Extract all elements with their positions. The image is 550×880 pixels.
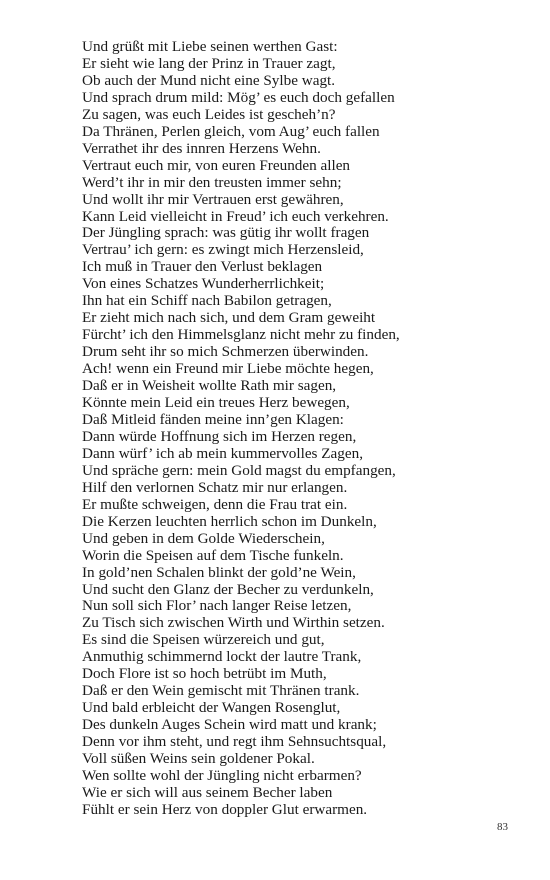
poem-line: Und sprach drum mild: Mög’ es euch doch gefallen	[82, 88, 395, 106]
poem-line: Anmuthig schimmernd lockt der lautre Trank,	[82, 648, 362, 666]
poem-line: Worin die Speisen auf dem Tische funkeln.	[82, 546, 344, 564]
poem-line: Der Jüngling sprach: was gütig ihr wollt fragen	[82, 224, 370, 242]
poem-line: Er mußte schweigen, denn die Frau trat ein.	[82, 495, 348, 513]
poem-line: Werd’t ihr in mir den treusten immer sehn;	[82, 173, 342, 191]
poem-line: Doch Flore ist so hoch betrübt im Muth,	[82, 665, 327, 683]
poem-line: Und grüßt mit Liebe seinen werthen Gast:	[82, 38, 338, 55]
poem-line: Verrathet ihr des innren Herzens Wehn.	[82, 139, 321, 157]
poem-line: Drum seht ihr so mich Schmerzen überwinden.	[82, 343, 369, 361]
poem-line: Von eines Schatzes Wunderherrlichkeit;	[82, 275, 325, 293]
poem-line: Er zieht mich nach sich, und dem Gram geweiht	[82, 309, 376, 327]
poem-line: Er sieht wie lang der Prinz in Trauer zagt,	[82, 54, 336, 72]
poem-text	[82, 39, 522, 819]
poem-line: Zu sagen, was euch Leides ist gescheh’n?	[82, 105, 336, 123]
poem-line: Ob auch der Mund nicht eine Sylbe wagt.	[82, 71, 336, 89]
poem-line: Des dunkeln Auges Schein wird matt und krank;	[82, 716, 377, 734]
poem-line: Denn vor ihm steht, und regt ihm Sehnsuchtsqual,	[82, 733, 387, 751]
poem-line: Könnte mein Leid ein treues Herz bewegen,	[82, 394, 350, 412]
poem-line: Nun soll sich Flor’ nach langer Reise letzen,	[82, 597, 352, 615]
poem-line: In gold’nen Schalen blinkt der gold’ne Wein,	[82, 563, 356, 581]
poem-line: Und wollt ihr mir Vertrauen erst gewähren,	[82, 190, 344, 208]
poem-line: Voll süßen Weins sein goldener Pokal.	[82, 750, 315, 768]
poem-line: Und sucht den Glanz der Becher zu verdunkeln,	[82, 580, 374, 598]
poem-line: Daß er den Wein gemischt mit Thränen trank.	[82, 682, 360, 700]
poem-line: Es sind die Speisen würzereich und gut,	[82, 631, 325, 649]
poem-line: Ich muß in Trauer den Verlust beklagen	[82, 258, 323, 276]
poem-line: Vertraut euch mir, von euren Freunden allen	[82, 156, 351, 174]
poem-line: Und spräche gern: mein Gold magst du empfangen,	[82, 461, 396, 479]
poem-line: Vertrau’ ich gern: es zwingt mich Herzensleid,	[82, 241, 364, 259]
poem-line: Daß er in Weisheit wollte Rath mir sagen,	[82, 377, 337, 395]
poem-line: Da Thränen, Perlen gleich, vom Aug’ euch fallen	[82, 122, 380, 140]
poem-line: Zu Tisch sich zwischen Wirth und Wirthin setzen.	[82, 614, 385, 632]
page-number: 83	[497, 821, 508, 833]
poem-line: Wen sollte wohl der Jüngling nicht erbarmen?	[82, 766, 362, 784]
poem-line: Die Kerzen leuchten herrlich schon im Dunkeln,	[82, 512, 377, 530]
poem-line: Daß Mitleid fänden meine inn’gen Klagen:	[82, 410, 344, 428]
poem-line: Dann würde Hoffnung sich im Herzen regen,	[82, 427, 357, 445]
poem-line: Und geben in dem Golde Wiederschein,	[82, 529, 325, 547]
poem-line: Fühlt er sein Herz von doppler Glut erwarmen.	[82, 800, 368, 818]
poem-line: Dann würf’ ich ab mein kummervolles Zagen,	[82, 444, 364, 462]
poem-line: Ihn hat ein Schiff nach Babilon getragen,	[82, 292, 332, 310]
poem-line: Wie er sich will aus seinem Becher laben	[82, 783, 333, 801]
poem-line: Fürcht’ ich den Himmelsglanz nicht mehr zu finden,	[82, 326, 400, 344]
poem-line: Kann Leid vielleicht in Freud’ ich euch verkehren.	[82, 207, 389, 225]
poem-line: Und bald erbleicht der Wangen Rosenglut,	[82, 699, 341, 717]
poem-line: Hilf den verlornen Schatz mir nur erlangen.	[82, 478, 348, 496]
poem-line: Ach! wenn ein Freund mir Liebe möchte hegen,	[82, 360, 374, 378]
